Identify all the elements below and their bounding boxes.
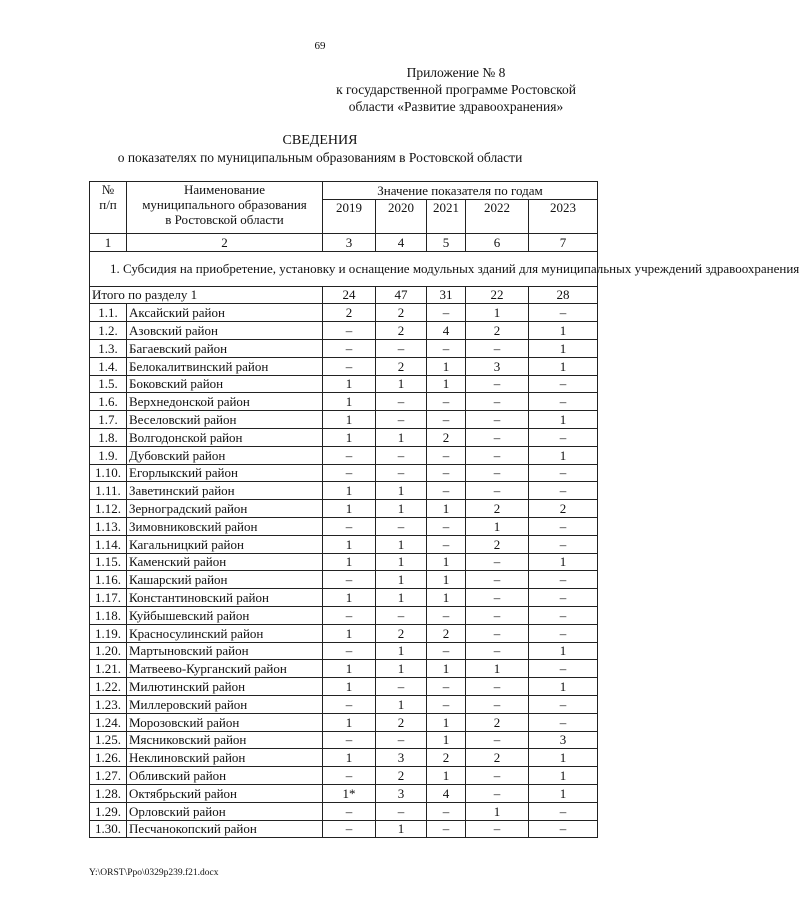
column-index: 6 [466,233,529,251]
indicator-value: 1 [529,357,598,375]
table-row [90,606,598,624]
table-row [90,713,598,731]
indicator-value: – [323,339,376,357]
indicator-value: 1 [466,660,529,678]
table-row [90,446,598,464]
indicator-value: – [529,571,598,589]
indicator-value: 1 [529,322,598,340]
indicator-value: – [427,304,466,322]
total-value: 28 [529,286,598,304]
municipality-name: Егорлыкский район [127,464,323,482]
appendix-line-3: области «Развитие здравоохранения» [348,99,564,114]
indicator-value: – [427,464,466,482]
municipality-name: Кагальницкий район [127,535,323,553]
indicator-value: 3 [529,731,598,749]
indicator-value: 1 [529,411,598,429]
indicator-value: – [427,606,466,624]
indicator-value: – [529,713,598,731]
column-index: 7 [529,233,598,251]
row-number: 1.3. [90,339,127,357]
section-title: 1. Субсидия на приобретение, установку и оснащение модульных зданий для муниципальных учреждений здравоохранения [90,251,598,286]
total-value: 22 [466,286,529,304]
indicator-value: – [427,642,466,660]
indicator-value: – [466,767,529,785]
table-row [90,678,598,696]
indicator-value: 1 [529,446,598,464]
indicator-value: 1 [376,571,427,589]
indicators-table [89,181,799,838]
indicator-value: 1 [376,553,427,571]
row-number: 1.20. [90,642,127,660]
indicator-value: 1 [427,589,466,607]
municipality-name: Красносулинский район [127,624,323,642]
indicator-value: – [529,304,598,322]
indicator-value: – [529,375,598,393]
indicator-value: 1 [323,393,376,411]
indicator-value: – [323,642,376,660]
indicator-value: – [529,589,598,607]
row-number: 1.9. [90,446,127,464]
table-row [90,553,598,571]
indicator-value: – [323,322,376,340]
indicator-value: – [427,695,466,713]
row-number: 1.6. [90,393,127,411]
indicator-value: – [427,535,466,553]
row-number: 1.8. [90,428,127,446]
indicator-value: – [529,535,598,553]
indicator-value: 1 [323,713,376,731]
indicator-value: – [466,411,529,429]
indicator-value: – [376,731,427,749]
indicator-value: – [529,606,598,624]
row-number: 1.5. [90,375,127,393]
indicator-value: 1 [427,500,466,518]
indicator-value: – [529,393,598,411]
header-num: № п/п [90,182,127,234]
municipality-name: Боковский район [127,375,323,393]
indicator-value: 1 [376,375,427,393]
indicator-value: – [323,820,376,838]
indicator-value: 1 [323,678,376,696]
municipality-name: Каменский район [127,553,323,571]
indicator-value: – [466,375,529,393]
indicator-value: 4 [427,322,466,340]
indicator-value: – [323,517,376,535]
indicator-value: 1 [323,553,376,571]
table-row [90,357,598,375]
column-index: 3 [323,233,376,251]
indicator-value: 1 [466,304,529,322]
indicator-value: – [529,695,598,713]
municipality-name: Обливский район [127,767,323,785]
indicator-value: – [376,678,427,696]
table-row [90,428,598,446]
indicator-value: – [323,802,376,820]
municipality-name: Миллеровский район [127,695,323,713]
municipality-name: Кашарский район [127,571,323,589]
indicator-value: – [323,446,376,464]
municipality-name: Куйбышевский район [127,606,323,624]
indicator-value: – [466,820,529,838]
table-row [90,517,598,535]
table-row [90,695,598,713]
indicator-value: – [466,339,529,357]
indicator-value: 1 [323,482,376,500]
total-label: Итого по разделу 1 [90,286,323,304]
indicator-value: – [466,482,529,500]
indicator-value: 1 [323,624,376,642]
row-number: 1.29. [90,802,127,820]
indicator-value: 1 [376,500,427,518]
indicator-value: – [376,411,427,429]
municipality-name: Морозовский район [127,713,323,731]
municipality-name: Заветинский район [127,482,323,500]
indicator-value: – [427,393,466,411]
indicator-value: 2 [427,624,466,642]
municipality-name: Аксайский район [127,304,323,322]
indicator-value: 2 [376,624,427,642]
indicator-value: 1 [376,695,427,713]
table-row [90,571,598,589]
row-number: 1.23. [90,695,127,713]
indicator-value: – [466,464,529,482]
total-value: 31 [427,286,466,304]
municipality-name: Азовский район [127,322,323,340]
page-number: 69 [314,40,326,52]
indicator-value: – [466,589,529,607]
indicator-value: – [427,517,466,535]
column-index: 5 [427,233,466,251]
municipality-name: Волгодонской район [127,428,323,446]
indicator-value: – [427,482,466,500]
indicator-value: – [427,678,466,696]
municipality-name: Орловский район [127,802,323,820]
indicator-value: – [529,802,598,820]
indicator-value: – [427,446,466,464]
document-title: СВЕДЕНИЯ [282,133,358,148]
municipality-name: Милютинский район [127,678,323,696]
indicator-value: 1 [323,500,376,518]
indicator-value: – [376,393,427,411]
header-name: Наименование муниципального образования в Ростовской области [127,182,323,234]
row-number: 1.21. [90,660,127,678]
indicator-value: 1 [376,660,427,678]
indicator-value: 2 [466,749,529,767]
row-number: 1.19. [90,624,127,642]
indicator-value: 1 [376,820,427,838]
table-row [90,535,598,553]
indicator-value: 1 [323,589,376,607]
indicator-value: – [466,446,529,464]
indicator-value: 1 [529,767,598,785]
indicator-value: – [529,820,598,838]
indicator-value: – [529,428,598,446]
indicator-value: 1 [376,535,427,553]
municipality-name: Константиновский район [127,589,323,607]
row-number: 1.25. [90,731,127,749]
indicator-value: 1 [427,767,466,785]
total-value: 47 [376,286,427,304]
indicator-value: – [427,802,466,820]
indicator-value: 2 [427,749,466,767]
indicator-value: 1 [323,411,376,429]
indicator-value: 1 [427,571,466,589]
indicator-value: 2 [529,500,598,518]
indicator-value: 1 [427,731,466,749]
row-number: 1.4. [90,357,127,375]
indicator-value: 2 [376,304,427,322]
indicator-value: – [376,446,427,464]
municipality-name: Мясниковский район [127,731,323,749]
indicator-value: 1 [323,749,376,767]
municipality-name: Зерноградский район [127,500,323,518]
indicator-value: 1 [427,357,466,375]
indicator-value: 1* [323,784,376,802]
row-number: 1.2. [90,322,127,340]
indicator-value: 1 [529,678,598,696]
indicator-value: 1 [427,660,466,678]
indicator-value: – [466,695,529,713]
municipality-name: Верхнедонской район [127,393,323,411]
indicator-value: – [466,606,529,624]
table-row [90,589,598,607]
total-value: 24 [323,286,376,304]
table-row [90,731,598,749]
indicator-value: – [323,695,376,713]
year-header: 2019 [323,199,376,233]
year-header: 2021 [427,199,466,233]
indicator-value: 1 [427,375,466,393]
indicator-value: – [466,393,529,411]
indicator-value: – [376,606,427,624]
indicator-value: – [529,624,598,642]
indicator-value: – [466,784,529,802]
indicator-value: – [466,678,529,696]
indicator-value: 1 [427,713,466,731]
indicator-value: 1 [466,802,529,820]
indicator-value: 1 [376,428,427,446]
indicator-value: 2 [427,428,466,446]
table-row [90,749,598,767]
indicator-value: 2 [466,322,529,340]
indicator-value: – [376,517,427,535]
indicator-value: 1 [529,642,598,660]
row-number: 1.7. [90,411,127,429]
indicator-value: – [529,517,598,535]
column-index: 4 [376,233,427,251]
indicator-value: 1 [529,339,598,357]
row-number: 1.10. [90,464,127,482]
appendix-line-1: Приложение № 8 [406,65,506,80]
year-header: 2023 [529,199,598,233]
appendix-block [306,64,606,115]
indicator-value: 4 [427,784,466,802]
table-row [90,820,598,838]
table-row [90,304,598,322]
table-row [90,767,598,785]
row-number: 1.24. [90,713,127,731]
municipality-name: Белокалитвинский район [127,357,323,375]
row-number: 1.14. [90,535,127,553]
indicator-value: – [323,571,376,589]
indicator-value: 2 [376,322,427,340]
municipality-name: Неклиновский район [127,749,323,767]
row-number: 1.28. [90,784,127,802]
row-number: 1.15. [90,553,127,571]
table-row [90,624,598,642]
indicator-value: 1 [323,535,376,553]
municipality-name: Багаевский район [127,339,323,357]
indicator-value: 2 [466,713,529,731]
municipality-name: Октябрьский район [127,784,323,802]
footer-path: Y:\ORST\Ppo\0329p239.f21.docx [89,868,219,878]
indicator-value: – [376,464,427,482]
indicator-value: – [323,357,376,375]
document-subtitle: о показателях по муниципальным образованиям в Ростовской области [117,150,523,165]
year-header: 2022 [466,199,529,233]
table-row [90,802,598,820]
indicator-value: – [323,731,376,749]
table-row [90,375,598,393]
table-row [90,411,598,429]
municipality-name: Песчанокопский район [127,820,323,838]
row-number: 1.17. [90,589,127,607]
indicator-value: 1 [529,749,598,767]
appendix-line-2: к государственной программе Ростовской [336,82,576,97]
indicator-value: – [466,553,529,571]
indicator-value: – [427,411,466,429]
row-number: 1.13. [90,517,127,535]
table-row [90,642,598,660]
indicator-value: 2 [466,535,529,553]
row-number: 1.18. [90,606,127,624]
municipality-name: Дубовский район [127,446,323,464]
row-number: 1.22. [90,678,127,696]
table-row [90,660,598,678]
municipality-name: Матвеево-Курганский район [127,660,323,678]
row-number: 1.12. [90,500,127,518]
indicator-value: – [466,624,529,642]
indicator-value: 1 [529,784,598,802]
indicator-value: – [323,767,376,785]
header-values: Значение показателя по годам [323,182,598,200]
column-index: 1 [90,233,127,251]
indicator-value: – [427,339,466,357]
row-number: 1.11. [90,482,127,500]
municipality-name: Веселовский район [127,411,323,429]
indicator-value: 3 [376,784,427,802]
table-row [90,482,598,500]
indicator-value: 3 [376,749,427,767]
municipality-name: Зимовниковский район [127,517,323,535]
indicator-value: 1 [323,375,376,393]
year-header: 2020 [376,199,427,233]
municipality-name: Мартыновский район [127,642,323,660]
indicator-value: 2 [376,767,427,785]
indicator-value: 1 [323,660,376,678]
indicator-value: 1 [427,553,466,571]
indicator-value: 2 [466,500,529,518]
indicator-value: – [466,571,529,589]
indicator-value: 1 [376,589,427,607]
row-number: 1.27. [90,767,127,785]
row-number: 1.30. [90,820,127,838]
indicator-value: 2 [376,713,427,731]
table-row [90,393,598,411]
indicator-value: – [376,339,427,357]
indicator-value: 1 [376,482,427,500]
indicator-value: 1 [466,517,529,535]
indicator-value: 3 [466,357,529,375]
indicator-value: – [529,482,598,500]
table-row [90,500,598,518]
row-number: 1.26. [90,749,127,767]
indicator-value: – [529,660,598,678]
indicator-value: – [529,464,598,482]
indicator-value: – [323,464,376,482]
table-row [90,464,598,482]
table-row [90,784,598,802]
indicator-value: 2 [323,304,376,322]
indicator-value: – [376,802,427,820]
indicator-value: 1 [376,642,427,660]
indicator-value: – [466,642,529,660]
indicator-value: – [427,820,466,838]
indicator-value: – [466,731,529,749]
indicator-value: 1 [529,553,598,571]
row-number: 1.16. [90,571,127,589]
indicator-value: – [466,428,529,446]
column-index: 2 [127,233,323,251]
indicator-value: 1 [323,428,376,446]
row-number: 1.1. [90,304,127,322]
table-row [90,322,598,340]
table-row [90,339,598,357]
indicator-value: 2 [376,357,427,375]
indicator-value: – [323,606,376,624]
